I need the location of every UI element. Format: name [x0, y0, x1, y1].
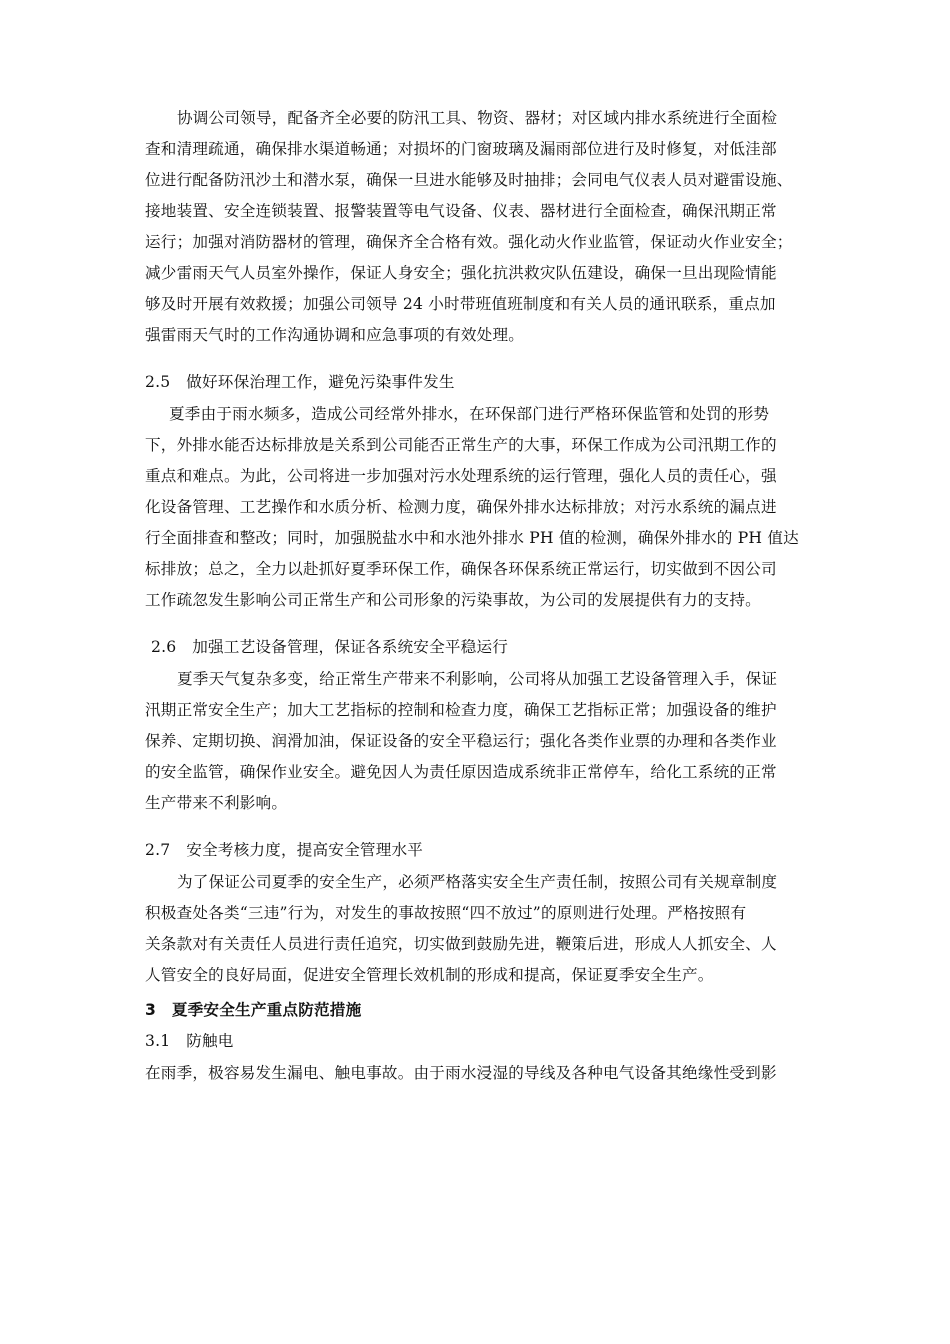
- body-text-line: 行全面排查和整改；同时，加强脱盐水中和水池外排水 PH 值的检测，确保外排水的 PH 值达: [145, 529, 799, 547]
- body-text-line: 够及时开展有效救援；加强公司领导 24 小时带班值班制度和有关人员的通讯联系，重点加: [145, 295, 776, 313]
- body-text-line: 下，外排水能否达标排放是关系到公司能否正常生产的大事，环保工作成为公司汛期工作的: [145, 436, 777, 454]
- body-text-line: 的安全监管，确保作业安全。避免因人为责任原因造成系统非正常停车，给化工系统的正常: [145, 763, 777, 781]
- section-heading-2-5: 2.5 做好环保治理工作，避免污染事件发生: [145, 373, 455, 391]
- body-text-line: 关条款对有关责任人员进行责任追究，切实做到鼓励先进，鞭策后进，形成人人抓安全、人: [145, 935, 777, 953]
- body-text-line: 为了保证公司夏季的安全生产，必须严格落实安全生产责任制，按照公司有关规章制度: [177, 873, 778, 891]
- body-text-line: 运行；加强对消防器材的管理，确保齐全合格有效。强化动火作业监管，保证动火作业安全；: [145, 233, 793, 251]
- body-text-line: 减少雷雨天气人员室外操作，保证人身安全；强化抗洪救灾队伍建设，确保一旦出现险情能: [145, 264, 777, 282]
- body-text-line: 工作疏忽发生影响公司正常生产和公司形象的污染事故，为公司的发展提供有力的支持。: [145, 591, 761, 609]
- body-text-line: 强雷雨天气时的工作沟通协调和应急事项的有效处理。: [145, 326, 525, 344]
- body-text-line: 夏季由于雨水频多，造成公司经常外排水，在环保部门进行严格环保监管和处罚的形势: [169, 405, 770, 423]
- body-text-line: 生产带来不利影响。: [145, 794, 288, 812]
- body-text-line: 化设备管理、工艺操作和水质分析、检测力度，确保外排水达标排放；对污水系统的漏点进: [145, 498, 777, 516]
- section-heading-2-7: 2.7 安全考核力度，提高安全管理水平: [145, 841, 424, 859]
- body-text-line: 接地装置、安全连锁装置、报警装置等电气设备、仪表、器材进行全面检查，确保汛期正常: [145, 202, 777, 220]
- body-text-line: 积极查处各类“三违”行为，对发生的事故按照“四不放过”的原则进行处理。严格按照有: [145, 904, 747, 922]
- body-text-line: 标排放；总之，全力以赴抓好夏季环保工作，确保各环保系统正常运行，切实做到不因公司: [145, 560, 777, 578]
- body-text-line: 协调公司领导，配备齐全必要的防汛工具、物资、器材；对区域内排水系统进行全面检: [177, 109, 778, 127]
- body-text-line: 查和清理疏通，确保排水渠道畅通；对损坏的门窗玻璃及漏雨部位进行及时修复，对低洼部: [145, 140, 777, 158]
- body-text-line: 人管安全的良好局面，促进安全管理长效机制的形成和提高，保证夏季安全生产。: [145, 966, 714, 984]
- body-text-line: 汛期正常安全生产；加大工艺指标的控制和检查力度，确保工艺指标正常；加强设备的维护: [145, 701, 777, 719]
- section-heading-2-6: 2.6 加强工艺设备管理，保证各系统安全平稳运行: [151, 638, 509, 656]
- chapter-heading-3: 3 夏季安全生产重点防范措施: [145, 1001, 362, 1019]
- section-heading-3-1: 3.1 防触电: [145, 1032, 234, 1050]
- body-text-line: 重点和难点。为此，公司将进一步加强对污水处理系统的运行管理，强化人员的责任心，强: [145, 467, 777, 485]
- body-text-line: 位进行配备防汛沙土和潜水泵，确保一旦进水能够及时抽排；会同电气仪表人员对避雷设施、: [145, 171, 793, 189]
- body-text-line: 在雨季，极容易发生漏电、触电事故。由于雨水浸湿的导线及各种电气设备其绝缘性受到影: [145, 1064, 777, 1082]
- body-text-line: 保养、定期切换、润滑加油，保证设备的安全平稳运行；强化各类作业票的办理和各类作业: [145, 732, 777, 750]
- body-text-line: 夏季天气复杂多变，给正常生产带来不利影响，公司将从加强工艺设备管理入手，保证: [177, 670, 778, 688]
